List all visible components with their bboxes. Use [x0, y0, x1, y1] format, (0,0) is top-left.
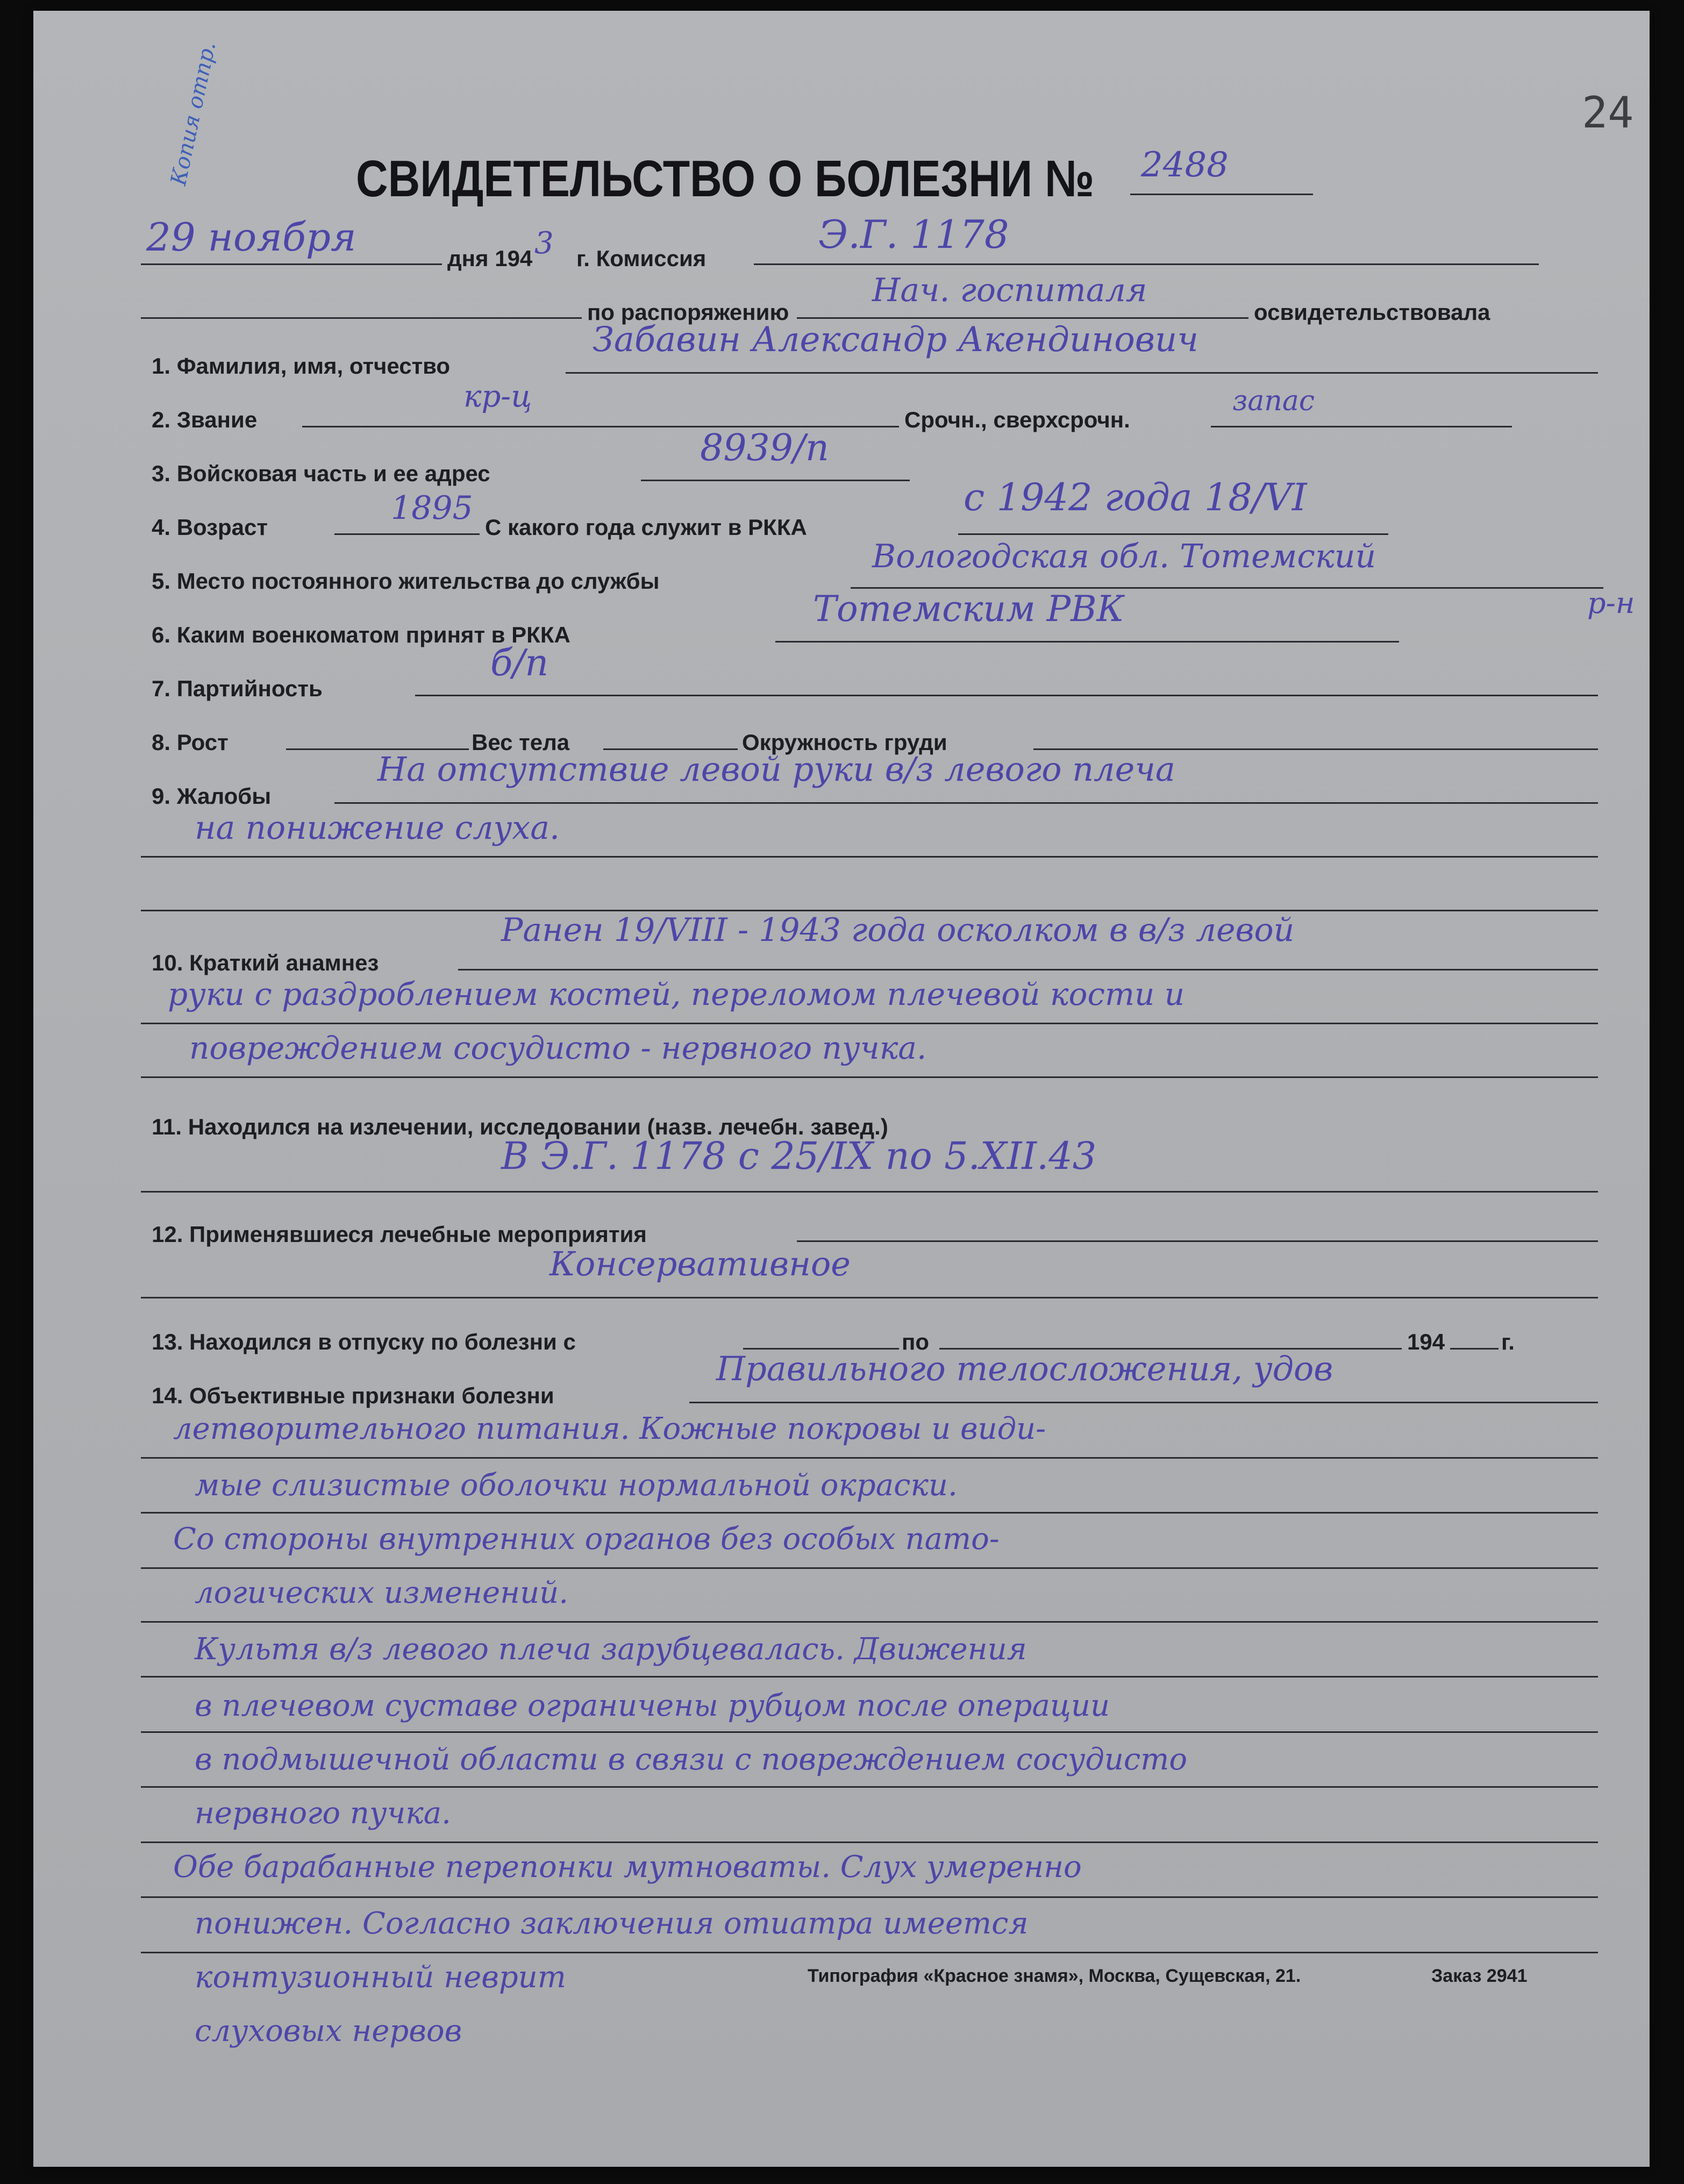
printer-imprint: Типография «Красное знамя», Москва, Сущевская, 21. [808, 1966, 1301, 1986]
field-14-underline-8 [141, 1786, 1598, 1788]
field-14-underline-2 [141, 1457, 1598, 1459]
field-12-underline-1 [797, 1240, 1598, 1242]
field-14-underline-11 [141, 1952, 1598, 1953]
field-5-value: Вологодская обл. Тотемский [872, 538, 1376, 575]
field-6-underline [775, 641, 1399, 643]
commission-value: Э.Г. 1178 [818, 212, 1009, 257]
field-13-label: 13. Находился в отпуску по болезни с [152, 1329, 576, 1354]
field-11-label: 11. Находился на излечении, исследовании (назв. лечебн. завед.) [152, 1114, 888, 1139]
field-14-line-11: понижен. Согласно заключения отиатра имеется [195, 1906, 1029, 1941]
certificate-sheet [33, 11, 1650, 2167]
field-14-underline-4 [141, 1567, 1598, 1569]
field-8-label: 8. Рост [152, 730, 229, 755]
field-14-line-5: логических изменений. [195, 1575, 568, 1610]
field-4-underline [334, 533, 480, 535]
field-10-line-3: повреждением сосудисто - нервного пучка. [189, 1030, 927, 1066]
field-14-underline-5 [141, 1621, 1598, 1623]
field-14-line-13: слуховых нервов [195, 2014, 462, 2049]
field-12-value: Консервативное [550, 1244, 851, 1283]
field-13-label-c: 194 [1407, 1329, 1445, 1354]
field-12-label: 12. Применявшиеся лечебные мероприятия [152, 1222, 647, 1247]
field-14-line-12: контузионный неврит [195, 1960, 566, 1995]
field-11-value: В Э.Г. 1178 с 25/IX по 5.XII.43 [501, 1134, 1097, 1178]
field-14-underline-9 [141, 1842, 1598, 1843]
field-4-underline-b [958, 533, 1388, 535]
number-underline [1130, 194, 1313, 195]
field-13-label-d: г. [1501, 1329, 1515, 1354]
field-14-line-6: Культя в/з левого плеча зарубцевалась. Движения [195, 1632, 1027, 1667]
field-3-label: 3. Войсковая часть и ее адрес [152, 461, 490, 486]
date-day: 29 ноября [146, 215, 356, 260]
date-label-day: дня 194 [447, 246, 533, 271]
field-2-value: кр-ц [463, 379, 532, 414]
field-14-line-9: нервного пучка. [195, 1796, 451, 1831]
field-4-value-b: с 1942 года 18/VI [964, 475, 1307, 519]
field-4-label-b: С какого года служит в РККА [485, 515, 807, 540]
field-9-line-1: На отсутствие левой руки в/з левого плеча [377, 750, 1175, 789]
date-label-year: г. Комиссия [576, 246, 707, 271]
field-14-line-3: мые слизистые оболочки нормальной окраски. [195, 1468, 958, 1503]
archive-page-number: 24 [1582, 88, 1634, 138]
field-6-label: 6. Каким военкоматом принят в РККА [152, 622, 570, 647]
field-3-underline [641, 480, 910, 481]
field-9-underline-1 [334, 802, 1598, 804]
field-14-line-7: в плечевом суставе ограничены рубцом после операции [195, 1688, 1110, 1723]
field-9-underline-2 [141, 856, 1598, 858]
commission-underline [754, 263, 1539, 265]
field-3-value: 8939/п [700, 427, 829, 469]
field-4-value: 1895 [391, 489, 473, 527]
field-10-underline-1 [458, 969, 1598, 970]
print-order-number: Заказ 2941 [1431, 1966, 1528, 1986]
field-14-underline-3 [141, 1512, 1598, 1514]
order-label: по распоряжению [587, 299, 789, 325]
field-5-label: 5. Место постоянного жительства до службы [152, 568, 660, 594]
field-8-label-c: Окружность груди [742, 730, 947, 755]
field-12-underline-2 [141, 1297, 1598, 1298]
field-4-label: 4. Возраст [152, 515, 268, 540]
order-prefix-underline [141, 317, 582, 319]
field-2-label: 2. Звание [152, 407, 258, 432]
field-2-underline-b [1211, 426, 1512, 427]
field-14-underline-1 [689, 1402, 1598, 1403]
field-10-line-1: Ранен 19/VIII - 1943 года осколком в в/з левой [501, 911, 1295, 949]
field-14-line-1: Правильного телосложения, удов [716, 1349, 1333, 1388]
field-14-line-2: летворительного питания. Кожные покровы и види- [173, 1411, 1046, 1446]
field-10-underline-3 [141, 1076, 1598, 1078]
date-underline [141, 263, 442, 265]
field-14-line-4: Со стороны внутренних органов без особых пато- [173, 1522, 1000, 1557]
field-9-label: 9. Жалобы [152, 783, 272, 809]
date-year-digit: 3 [534, 226, 554, 261]
order-underline [797, 317, 1248, 319]
field-8-label-b: Вес тела [472, 730, 570, 755]
field-13-label-b: по [902, 1329, 930, 1354]
certificate-number: 2488 [1141, 145, 1229, 185]
field-7-label: 7. Партийность [152, 676, 323, 701]
field-7-underline [415, 695, 1598, 696]
field-6-value: Тотемским РВК [813, 588, 1124, 630]
field-10-line-2: руки с раздроблением костей, переломом плечевой кости и [168, 976, 1185, 1012]
examined-label: освидетельствовала [1254, 299, 1490, 325]
field-10-label: 10. Краткий анамнез [152, 950, 379, 975]
field-2-value-b: запас [1232, 385, 1315, 417]
field-11-underline [141, 1191, 1598, 1193]
field-14-line-10: Обе барабанные перепонки мутноваты. Слух умеренно [173, 1850, 1082, 1885]
field-10-underline-2 [141, 1023, 1598, 1024]
field-5-margin: р-н [1587, 586, 1635, 620]
field-13-underline-c [1450, 1348, 1499, 1350]
field-1-value: Забавин Александр Акендинович [593, 320, 1199, 360]
field-14-underline-10 [141, 1896, 1598, 1898]
field-1-underline [566, 372, 1598, 374]
field-7-value: б/п [490, 642, 549, 684]
margin-note: Копия отпр. [166, 39, 221, 188]
field-14-line-8: в подмышечной области в связи с повреждением сосудисто [195, 1742, 1188, 1777]
order-value: Нач. госпиталя [872, 272, 1147, 309]
field-14-underline-7 [141, 1731, 1598, 1733]
field-2-label-b: Срочн., сверхсрочн. [904, 407, 1130, 432]
field-14-label: 14. Объективные признаки болезни [152, 1383, 554, 1408]
field-1-label: 1. Фамилия, имя, отчество [152, 353, 451, 379]
field-14-underline-6 [141, 1676, 1598, 1678]
field-9-line-2: на понижение слуха. [195, 809, 560, 847]
document-title: СВИДЕТЕЛЬСТВО О БОЛЕЗНИ № [356, 150, 1095, 208]
